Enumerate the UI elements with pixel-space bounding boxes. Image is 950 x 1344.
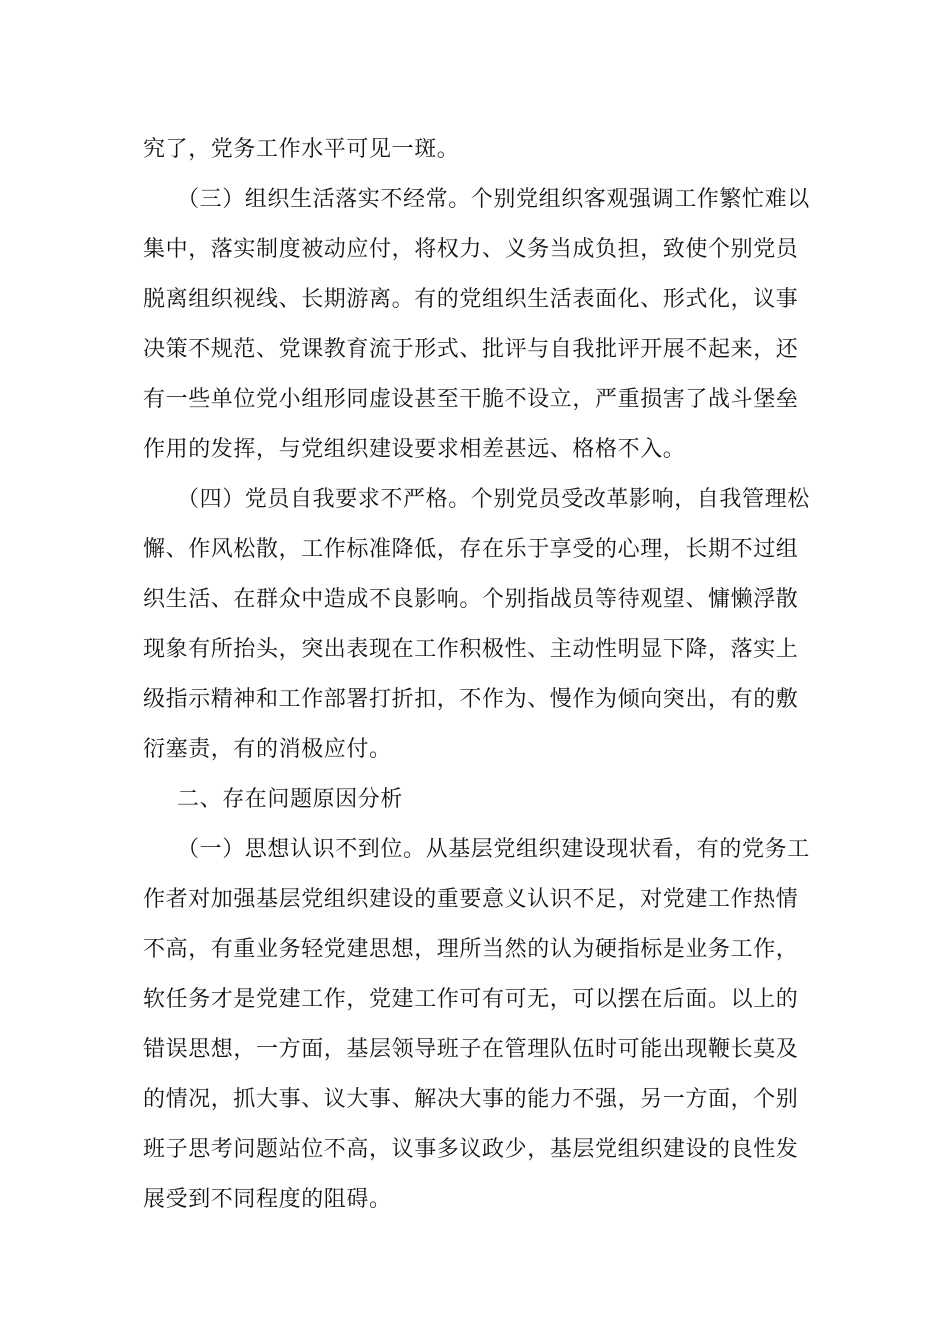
text-line: 究了，党务工作水平可见一斑。 xyxy=(143,137,460,162)
text-line: 脱离组织视线、长期游离。有的党组织生活表面化、形式化，议事 xyxy=(143,287,799,312)
text-line: 决策不规范、党课教育流于形式、批评与自我批评开展不起来，还 xyxy=(143,337,799,362)
text-line: 有一些单位党小组形同虚设甚至干脆不设立，严重损害了战斗堡垒 xyxy=(143,387,799,412)
section-four-heading-line: （四）党员自我要求不严格。个别党员受改革影响，自我管理松 xyxy=(177,487,810,512)
text-line: 错误思想，一方面，基层领导班子在管理队伍时可能出现鞭长莫及 xyxy=(143,1037,799,1062)
text-line: 展受到不同程度的阻碍。 xyxy=(143,1187,392,1212)
text-line: 不高，有重业务轻党建思想，理所当然的认为硬指标是业务工作， xyxy=(143,937,799,962)
text-line: 现象有所抬头，突出表现在工作积极性、主动性明显下降，落实上 xyxy=(143,637,799,662)
section-one-heading-line: （一）思想认识不到位。从基层党组织建设现状看，有的党务工 xyxy=(177,837,810,862)
text-line: 作者对加强基层党组织建设的重要意义认识不足，对党建工作热情 xyxy=(143,887,799,912)
text-line: 织生活、在群众中造成不良影响。个别指战员等待观望、慵懒浮散 xyxy=(143,587,799,612)
chapter-two-heading: 二、存在问题原因分析 xyxy=(177,787,404,812)
text-line: 软任务才是党建工作，党建工作可有可无，可以摆在后面。以上的 xyxy=(143,987,799,1012)
text-line: 级指示精神和工作部署打折扣，不作为、慢作为倾向突出，有的敷 xyxy=(143,687,799,712)
text-line: 的情况，抓大事、议大事、解决大事的能力不强，另一方面，个别 xyxy=(143,1087,799,1112)
text-line: 衍塞责，有的消极应付。 xyxy=(143,737,392,762)
text-line: 懈、作风松散，工作标准降低，存在乐于享受的心理，长期不过组 xyxy=(143,537,799,562)
text-line: 作用的发挥，与党组织建设要求相差甚远、格格不入。 xyxy=(143,437,686,462)
text-line: 集中，落实制度被动应付，将权力、义务当成负担，致使个别党员 xyxy=(143,237,799,262)
text-line: 班子思考问题站位不高，议事多议政少，基层党组织建设的良性发 xyxy=(143,1137,799,1162)
section-three-heading-line: （三）组织生活落实不经常。个别党组织客观强调工作繁忙难以 xyxy=(177,187,810,212)
